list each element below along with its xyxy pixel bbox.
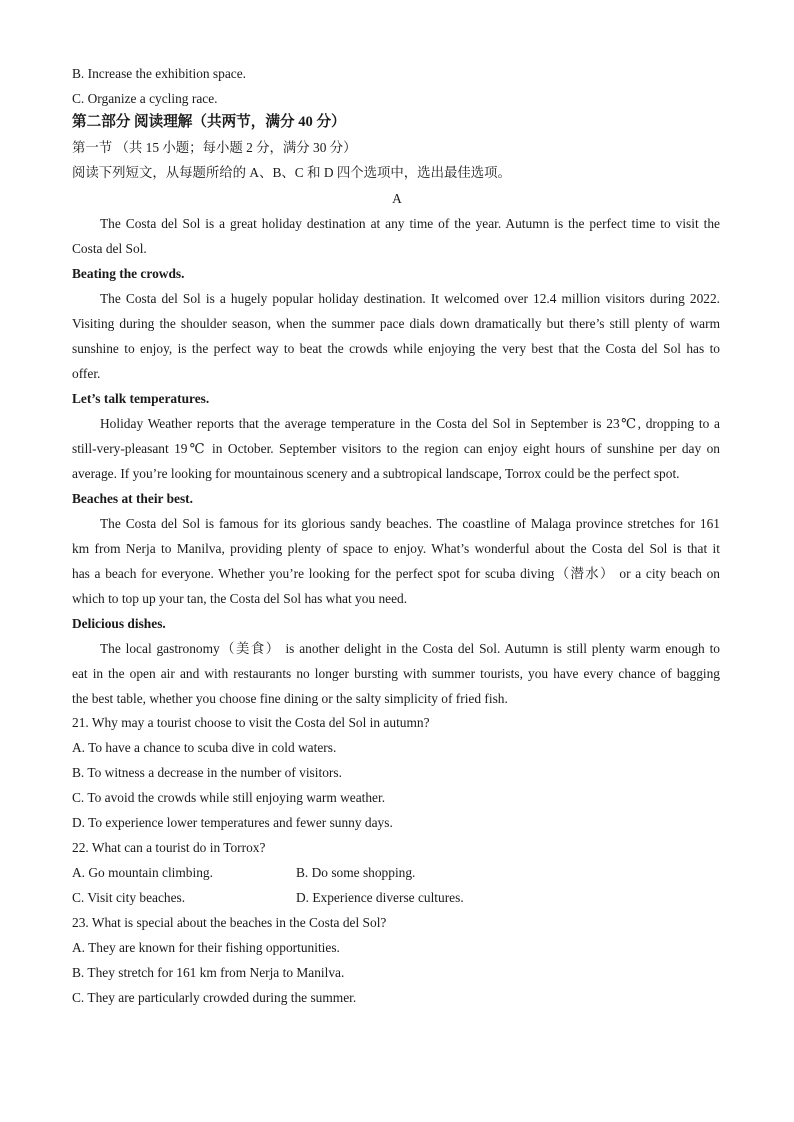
passage-label: A [392,191,402,206]
paragraph-line: km from Nerja to Manilva, providing plenty of space to enjoy. What’s wonderful about the Costa del Sol is that it [72,541,720,556]
question-22-stem: 22. What can a tourist do in Torrox? [72,840,266,855]
prev-option-b: B. Increase the exhibition space. [72,66,247,81]
question-22-option-a: A. Go mountain climbing. [72,865,213,880]
question-22-option-d: D. Experience diverse cultures. [296,890,464,905]
prev-option-c: C. Organize a cycling race. [72,91,218,106]
intro-line: The Costa del Sol is a great holiday destination at any time of the year. Autumn is the perfect time to visit the [100,216,720,231]
question-21-option-c: C. To avoid the crowds while still enjoying warm weather. [72,790,386,805]
question-21-option-a: A. To have a chance to scuba dive in cold waters. [72,740,337,755]
paragraph-line: offer. [72,366,101,381]
paragraph-line: The Costa del Sol is a hugely popular holiday destination. It welcomed over 12.4 million visitors during 2022. [100,291,720,306]
section-heading-beaches: Beaches at their best. [72,491,193,506]
section-title: 第二部分 阅读理解（共两节，满分 40 分） [72,114,346,130]
paragraph-line: eat in the open air and with restaurants no longer bursting with summer tourists, you have every chance of bagging [72,666,720,681]
paragraph-line: sunshine to enjoy, is the perfect way to beat the crowds while enjoying the very best that the Costa del Sol has to [72,341,720,356]
section-instruction: 阅读下列短文，从每题所给的 A、B、C 和 D 四个选项中，选出最佳选项。 [72,165,511,180]
question-23-option-c: C. They are particularly crowded during the summer. [72,990,357,1005]
paragraph-line: Holiday Weather reports that the average temperature in the Costa del Sol in September is 23℃, dropping to a [100,416,720,431]
section-heading-temperatures: Let’s talk temperatures. [72,391,210,406]
section-heading-dishes: Delicious dishes. [72,616,166,631]
question-21-option-d: D. To experience lower temperatures and fewer sunny days. [72,815,393,830]
question-23-option-b: B. They stretch for 161 km from Nerja to Manilva. [72,965,345,980]
paragraph-line: still-very-pleasant 19℃ in October. September visitors to the region can enjoy eight hours of sunshine per day on [72,441,720,456]
question-23-option-a: A. They are known for their fishing opportunities. [72,940,340,955]
paragraph-line: The Costa del Sol is famous for its glorious sandy beaches. The coastline of Malaga province stretches for 161 [100,516,720,531]
question-22-option-b: B. Do some shopping. [296,865,416,880]
question-21-option-b: B. To witness a decrease in the number of visitors. [72,765,342,780]
intro-line: Costa del Sol. [72,241,147,256]
question-21-stem: 21. Why may a tourist choose to visit the Costa del Sol in autumn? [72,715,430,730]
question-23-stem: 23. What is special about the beaches in the Costa del Sol? [72,915,387,930]
paragraph-line: The local gastronomy（美食） is another delight in the Costa del Sol. Autumn is still plenty warm enough to [100,641,720,656]
question-22-option-c: C. Visit city beaches. [72,890,186,905]
section-heading-crowds: Beating the crowds. [72,266,185,281]
paragraph-line: which to top up your tan, the Costa del Sol has what you need. [72,591,408,606]
section-subtitle: 第一节 （共 15 小题；每小题 2 分，满分 30 分） [72,140,357,155]
paragraph-line: average. If you’re looking for mountainous scenery and a subtropical landscape, Torrox could be the perfect spot. [72,466,680,481]
paragraph-line: Visiting during the shoulder season, when the summer pace dials down dramatically but there’s still plenty of warm [72,316,720,331]
paragraph-line: has a beach for everyone. Whether you’re looking for the perfect spot for scuba diving（潜水） or a city beach on [72,566,720,581]
paragraph-line: the best table, whether you choose fine dining or the salty simplicity of fried fish. [72,691,508,706]
